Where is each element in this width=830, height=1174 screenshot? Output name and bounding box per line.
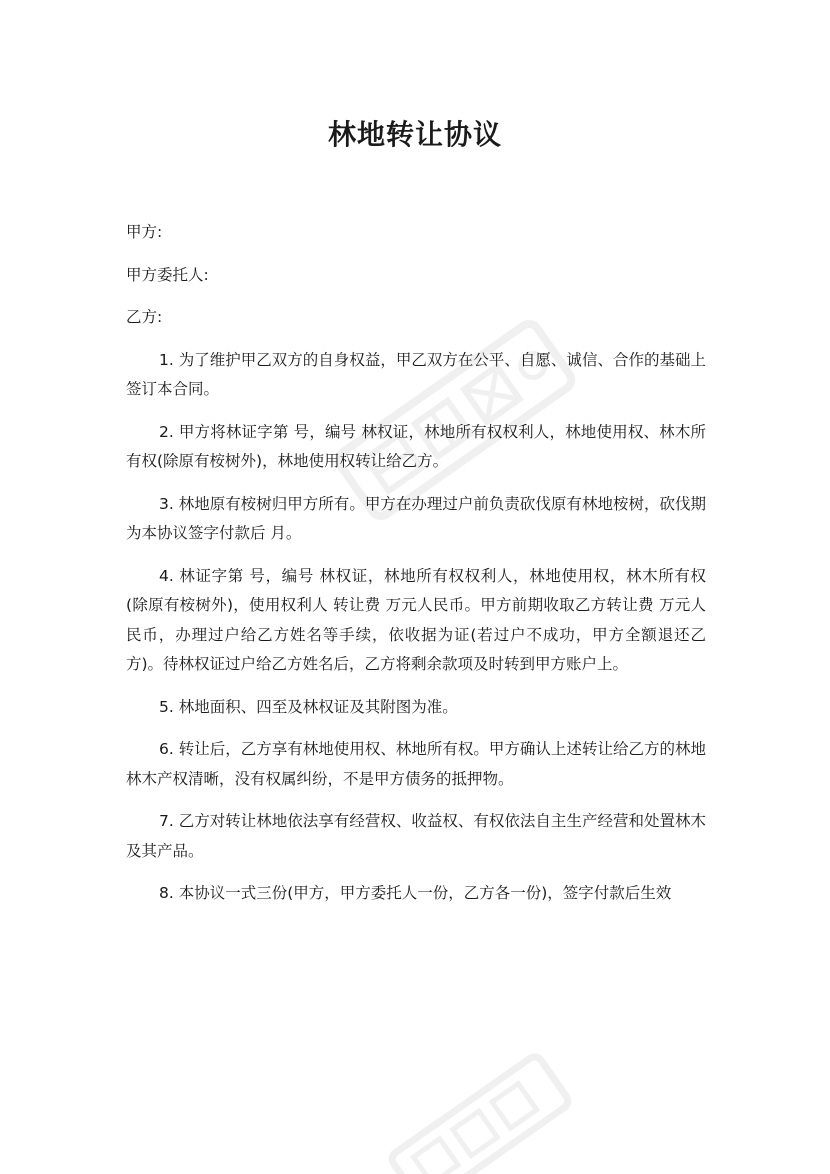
clause-3: 3. 林地原有桉树归甲方所有。甲方在办理过户前负责砍伐原有林地桉树，砍伐期为本协议签字付款后 月。 [126, 494, 706, 542]
document-body [126, 218, 706, 922]
clause-5: 5. 林地面积、四至及林权证及其附图为准。 [159, 697, 458, 716]
clause-4: 4. 林证字第 号，编号 林权证，林地所有权权利人，林地使用权，林木所有权(除原有桉树外)，使用权利人 转让费 万元人民币。甲方前期收取乙方转让费 万元人民币，办理过户给乙方姓名等手续，依收据为证(若过户不成功，甲方全额退还乙方)。待林权证过户给乙方姓名后，乙方将剩余款项及时转到甲方账户上。 [126, 566, 706, 673]
clause-6: 6. 转让后，乙方享有林地使用权、林地所有权。甲方确认上述转让给乙方的林地林木产权清晰，没有权属纠纷，不是甲方债务的抵押物。 [126, 740, 706, 788]
party-a-label: 甲方: [126, 223, 163, 241]
clause-2: 2. 甲方将林证字第 号，编号 林权证，林地所有权权利人，林地使用权、林木所有权(除原有桉树外)，林地使用权转让给乙方。 [126, 422, 706, 470]
clause-8: 8. 本协议一式三份(甲方，甲方委托人一份，乙方各一份)，签字付款后生效 [159, 884, 672, 902]
party-a-agent-label: 甲方委托人: [126, 265, 209, 284]
document-title: 林地转让协议 [327, 118, 502, 151]
clause-1: 1. 为了维护甲乙双方的自身权益，甲乙双方在公平、自愿、诚信、合作的基础上签订本合同。 [126, 350, 706, 398]
party-b-label: 乙方: [126, 308, 163, 326]
clause-7: 7. 乙方对转让林地依法享有经营权、收益权、有权依法自主生产经营和处置林木及其产品。 [126, 812, 706, 860]
